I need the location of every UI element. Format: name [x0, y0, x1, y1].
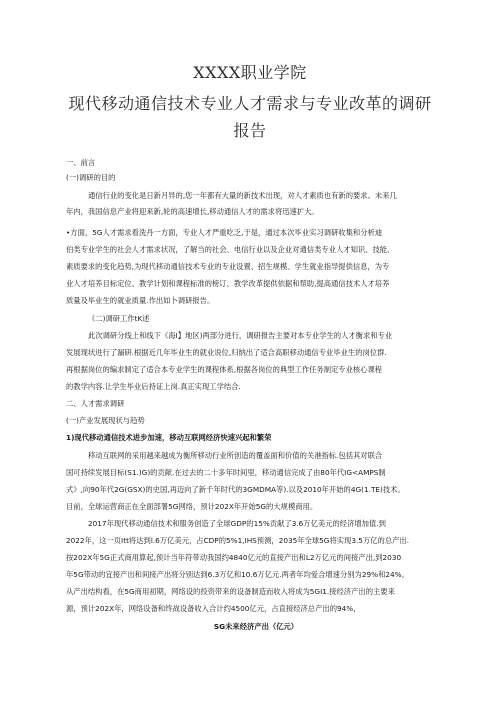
paragraph-line: •方面，5G人才需求看洗丹一方面，专业人才严重吃乏,于是，通过本次毕业实习调研收集和分析迪 [66, 228, 383, 237]
paragraph-line: 2017年现代移动通信技术和服务创造了全球GDP的15%贡献了3.6万亿美元的经济增加值.到 [88, 519, 386, 528]
paragraph-line: 业人才培养目标定位、教学计划和课程标准的榜订、教学改革提供依据和帮助,提高通信技术人才培养 [66, 279, 390, 288]
paragraph-line: 通信行业的变化是日新月异的,您一年都有大量的新技术出现，对人才素质也有新的要求。未来几 [88, 191, 397, 200]
section-heading-preface: 一、前言 [66, 158, 96, 167]
section-heading-talent-demand: 二、人才需求调研 [66, 399, 125, 408]
paragraph-line: 再根据岗位的编求制定了适合本专业学生的课程体系,根据各岗位的典型工作任务制定专业核心课程 [66, 365, 383, 374]
paragraph-line: 2022年，这一页Itt将达到l.6万亿美元，占CDP的5%1,IHS预测，2035年全球5G将实现3.5万亿的总产出. [66, 536, 410, 545]
paragraph-line: 发展现状进行了漏研.根据近几年毕业生的就业说位,归纳出了适合高职移动通信专业毕业生的岗位群. [66, 348, 387, 357]
school-name-title: XXXX职业学院 [193, 63, 307, 82]
paragraph-line: 此次调研分线上和线下《海I】地区)两部分进行，调研报告主要对本专业学生的人才衡求和专业 [88, 331, 393, 340]
figure-caption: SG未来经济产出（亿元） [213, 622, 299, 631]
report-title-line-1: 现代移动通信技术专业人才需求与专业改革的调研 [68, 94, 432, 113]
paragraph-line: 质量及毕业生的就业质量.作出如卜调研报告。 [66, 296, 215, 305]
paragraph-line: 源，预计202X年，网络设备和终战设备收入合计约4500亿元，占直接经济总产出的94%, [66, 604, 356, 613]
paragraph-line: 的教学内容.让学生毕业后持证上岗.真正实现工学结合. [66, 382, 241, 391]
report-title-line-2: 报告 [233, 121, 267, 140]
paragraph-line: 年内，我国信息产业将迎来新,轮的高速增长,移动通信人才的需求将迅速扩大。 [66, 207, 319, 216]
point-heading-mobile-tech: 1)现代移动通信技术进步加速，移动互联网经济快速兴起和繁荣 [66, 433, 272, 442]
subsection-heading-overview: 《二)调研工作tK述 [88, 314, 150, 323]
paragraph-line: 式》,向90年代2G(GSX)的史国,再迈向了新千年时代的3GMDMA等).以及2010年开始的4G(1.TE)技术。 [66, 485, 405, 494]
subsection-heading-industry: (一)产业发展现状与趋势 [66, 416, 145, 425]
paragraph-line: 年5G带动的宜接产出和间接产出将分别达到6.3万亿和10.6万亿元.两者年均爱合增速分别为29%和24%。 [66, 570, 409, 579]
paragraph-line: 目前，全球运营商正在全面部署5G网络，预计202X年开始5G的大规模商用。 [66, 502, 318, 511]
paragraph-line: 从产出结构看，在5G商用初期，网络设的投资带来的设备制造而收入将成为5GI1.接经济产出的主要来 [66, 587, 395, 596]
subsection-heading-purpose: (一)调研的目的 [66, 173, 116, 182]
paragraph-line: 素质要求的变化趋势,为现代移动通信技术专业的专业设置、招生规模、学生就业指导提供信息，为专 [66, 262, 390, 271]
paragraph-line: 按202X年5G正式商用算起,预计当年符带动我国约4840亿元的直接产出和L2万亿元的间接产出,到2030 [66, 553, 402, 562]
paragraph-line: 伯类专业学生的社会人才需求状况，了解当的社会、电信行业以及企业对通信类专业人才知识、技能、 [66, 245, 395, 254]
paragraph-line: 移动互联网的采用越来越成为衡所移动行业所创造的覆盖面和价值的关港指标.包括其对联合 [88, 451, 383, 460]
paragraph-line: 国可持续发展目标(S1.)G)的贡献.在过去的二十多年时间里，移动通信完成了由80年代IG<AMPS制 [66, 468, 386, 477]
